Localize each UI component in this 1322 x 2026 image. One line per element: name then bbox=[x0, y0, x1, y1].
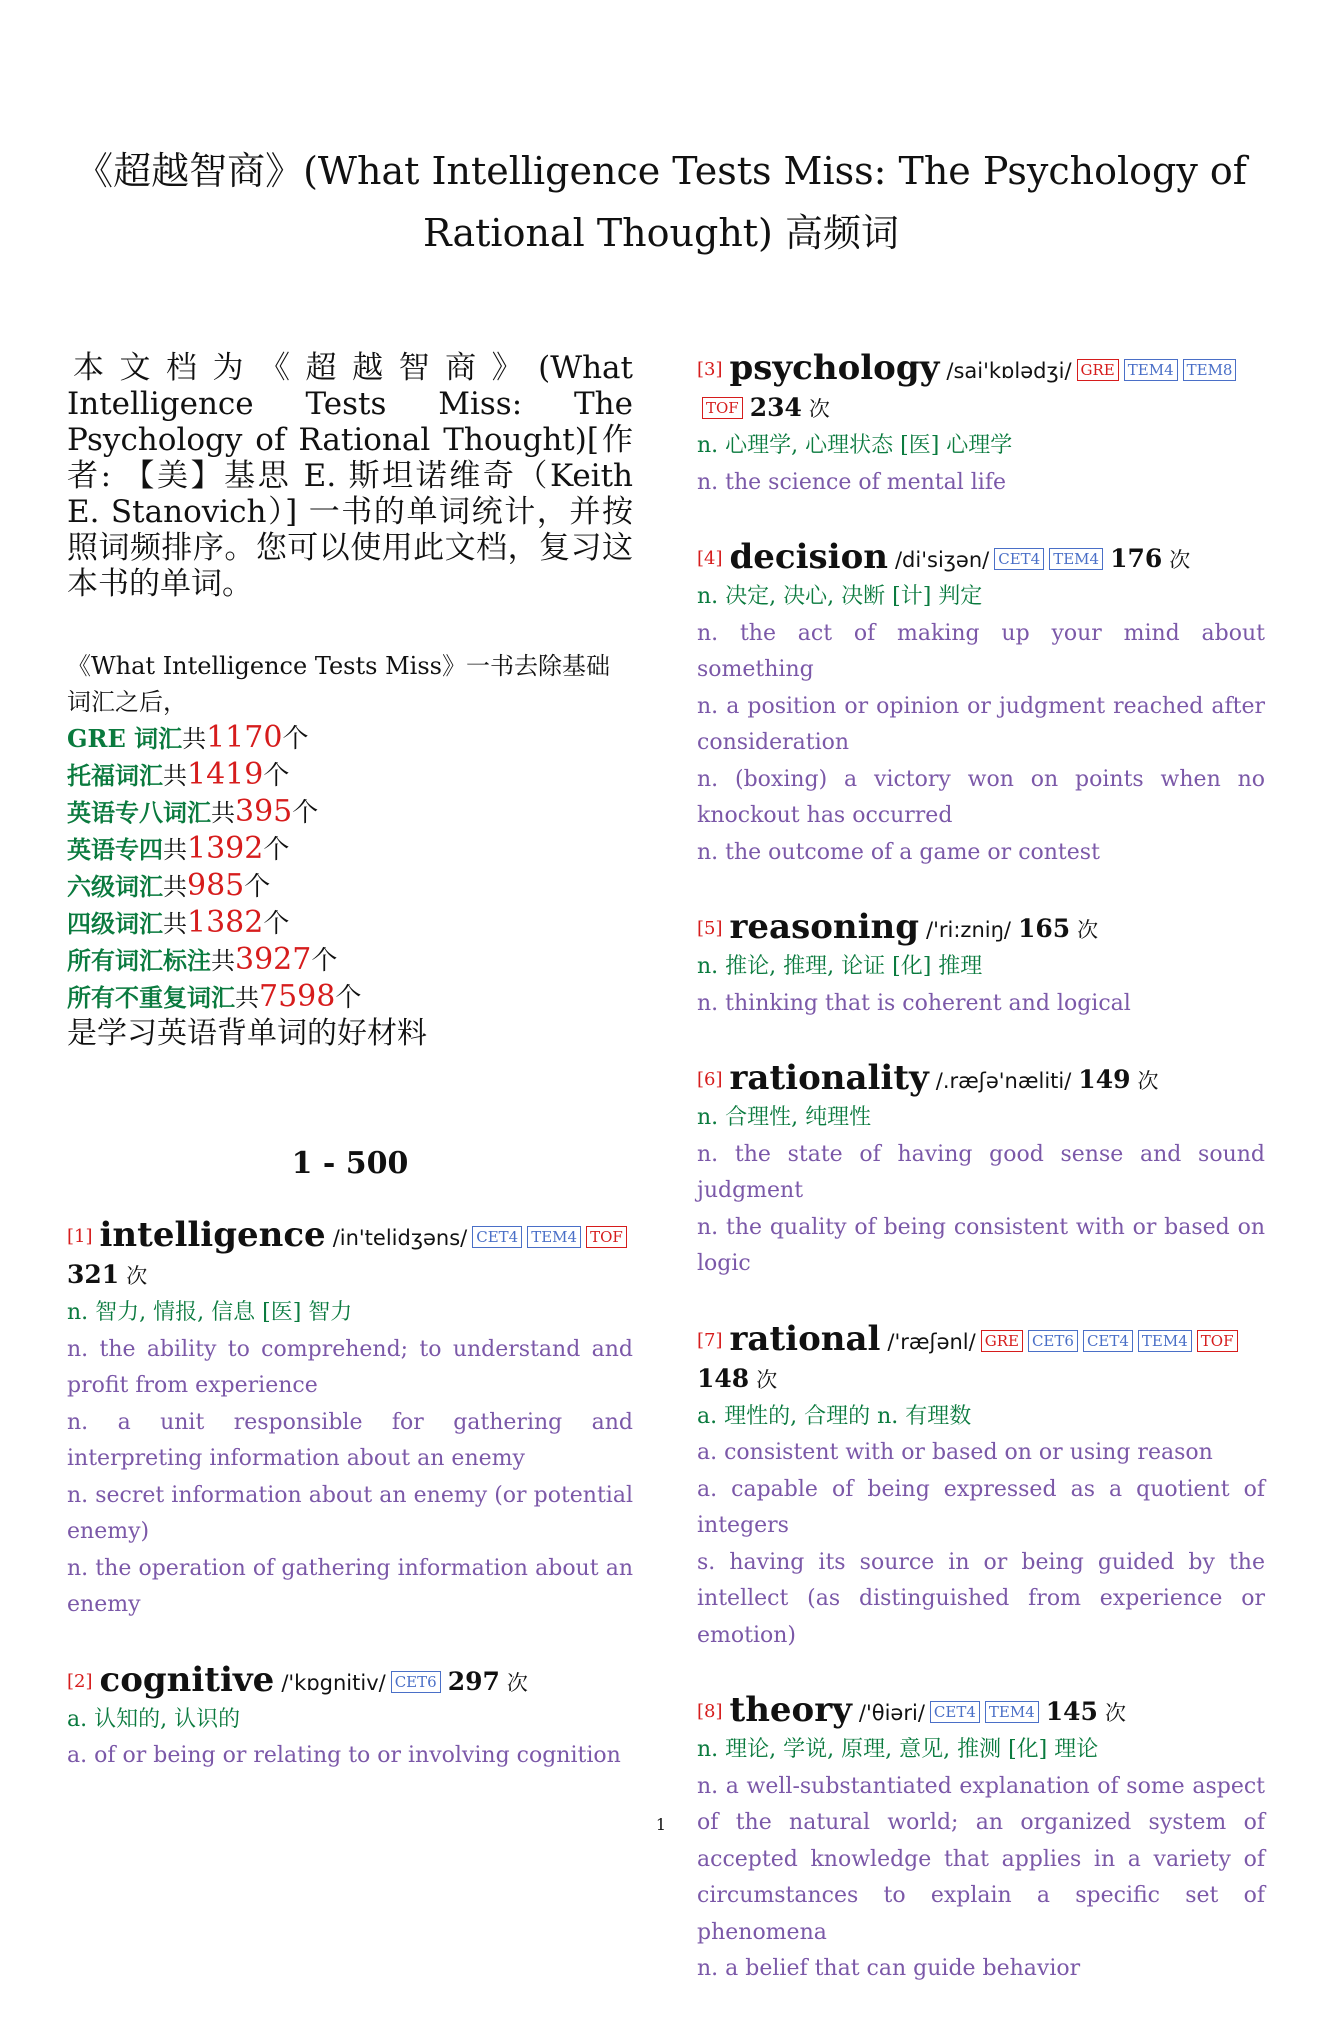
definition-chinese: n. 合理性, 纯理性 bbox=[697, 1105, 872, 1130]
definition-chinese: a. 理性的, 合理的 n. 有理数 bbox=[697, 1403, 972, 1429]
definition-english: a. capable of being expressed as a quotient of integers bbox=[697, 1476, 1265, 1538]
stat-row bbox=[67, 979, 633, 1016]
phonetic: /in'telidʒəns/ bbox=[332, 1226, 468, 1250]
stat-row bbox=[67, 757, 633, 794]
stat-label: 六级词汇 bbox=[67, 872, 163, 901]
definition-chinese: n. 智力, 情报, 信息 [医] 智力 bbox=[67, 1300, 353, 1325]
stat-row bbox=[67, 868, 633, 905]
frequency-unit: 次 bbox=[808, 397, 830, 421]
frequency-count: 176 bbox=[1110, 544, 1163, 573]
headword: rationality bbox=[729, 1058, 929, 1098]
word-entry bbox=[697, 1318, 1265, 1655]
headword: rational bbox=[729, 1318, 881, 1359]
frequency-count: 149 bbox=[1078, 1065, 1131, 1094]
stat-unit: 个 bbox=[244, 872, 271, 902]
entry-head bbox=[697, 539, 1265, 579]
stat-unit: 个 bbox=[263, 909, 290, 939]
stat-unit: 个 bbox=[335, 983, 362, 1013]
definition-chinese: a. 认知的, 认识的 bbox=[67, 1706, 241, 1732]
entry-head bbox=[67, 1659, 633, 1702]
section-title: 1 - 500 bbox=[291, 1146, 409, 1181]
stat-label: 所有不重复词汇 bbox=[67, 983, 235, 1012]
headword: cognitive bbox=[99, 1659, 275, 1700]
intro-paragraph: 本文档为《超越智商》(What Intelligence Tests Miss: The Psychology of Rational Thought)[作者: 【美】基思 E. 斯坦诺维奇（Keith E. Stanovich）] 一书的单词统计，并按照词频排序。您可以使用此文档，复习这本书的单词。 bbox=[67, 350, 633, 602]
stat-label: 四级词汇 bbox=[67, 909, 163, 938]
entry-index: [3] bbox=[697, 359, 723, 380]
exam-tag: GRE bbox=[981, 1330, 1023, 1352]
word-entry bbox=[67, 1659, 633, 1775]
frequency-unit: 次 bbox=[506, 1670, 528, 1695]
stat-label: 英语专八词汇 bbox=[67, 798, 211, 827]
stats-intro: 《What Intelligence Tests Miss》一书去除基础词汇之后， bbox=[67, 652, 610, 716]
stat-gong: 共 bbox=[211, 799, 235, 827]
exam-tag: CET4 bbox=[472, 1226, 522, 1248]
phonetic: /.ræʃə'næliti/ bbox=[935, 1069, 1072, 1093]
left-column bbox=[67, 350, 633, 1813]
entries-right bbox=[697, 350, 1265, 1988]
frequency-count: 234 bbox=[749, 393, 802, 422]
frequency-unit: 次 bbox=[1169, 548, 1191, 572]
phonetic: /'ri:zniŋ/ bbox=[926, 918, 1011, 942]
headword: reasoning bbox=[729, 907, 920, 947]
exam-tag: TOF bbox=[586, 1226, 627, 1248]
stat-unit: 个 bbox=[292, 798, 319, 828]
stat-row bbox=[67, 831, 633, 868]
exam-tag: TEM8 bbox=[1183, 359, 1237, 381]
frequency-unit: 次 bbox=[126, 1264, 148, 1288]
exam-tag: TOF bbox=[702, 397, 743, 419]
definition-english: n. a belief that can guide behavior bbox=[697, 1956, 1081, 1981]
exam-tag: CET6 bbox=[391, 1671, 441, 1693]
stat-count: 1392 bbox=[187, 831, 264, 866]
stat-unit: 个 bbox=[263, 835, 290, 865]
entry-head bbox=[697, 1318, 1265, 1399]
frequency-count: 165 bbox=[1017, 914, 1071, 943]
phonetic: /'θiəri/ bbox=[858, 1701, 925, 1725]
stat-count: 7598 bbox=[259, 979, 336, 1014]
frequency-count: 297 bbox=[447, 1666, 500, 1696]
stat-row bbox=[67, 720, 633, 757]
stat-label: 托福词汇 bbox=[67, 761, 163, 790]
stat-gong: 共 bbox=[182, 725, 207, 753]
definition-english: n. (boxing) a victory won on points when no knockout has occurred bbox=[697, 766, 1265, 828]
stat-count: 395 bbox=[235, 794, 293, 829]
word-entry bbox=[697, 1692, 1265, 1988]
entry-head bbox=[67, 1217, 633, 1295]
definition-english: n. the outcome of a game or contest bbox=[697, 839, 1100, 865]
exam-tag: CET6 bbox=[1028, 1330, 1078, 1352]
exam-tag: GRE bbox=[1077, 359, 1119, 381]
headword: theory bbox=[729, 1690, 852, 1730]
exam-tag: CET4 bbox=[994, 548, 1044, 570]
stat-count: 1170 bbox=[206, 720, 283, 755]
phonetic: /di'siʒən/ bbox=[894, 548, 990, 572]
definition-english: n. the science of mental life bbox=[697, 469, 1006, 495]
stat-row bbox=[67, 794, 633, 831]
phonetic: /'ræʃənl/ bbox=[887, 1329, 976, 1354]
headword: intelligence bbox=[99, 1215, 326, 1255]
phonetic: /sai'kɒlədʒi/ bbox=[946, 359, 1072, 383]
entry-head bbox=[697, 909, 1265, 949]
definition-english: n. a well-substantiated explanation of some aspect of the natural world; an organized system of accepted knowledge that applies in a variety of circumstances to explain a specific set of phenomena bbox=[697, 1773, 1265, 1945]
stat-gong: 共 bbox=[235, 984, 259, 1012]
frequency-unit: 次 bbox=[1077, 918, 1099, 942]
definition-chinese: n. 决定, 决心, 决断 [计] 判定 bbox=[697, 584, 983, 609]
stat-count: 1382 bbox=[187, 905, 264, 940]
stat-gong: 共 bbox=[163, 762, 187, 790]
right-column bbox=[697, 350, 1265, 2026]
entry-index: [6] bbox=[697, 1069, 723, 1090]
title-line-2: Rational Thought) 高频词 bbox=[423, 211, 899, 255]
definition-english: n. secret information about an enemy (or potential enemy) bbox=[67, 1482, 633, 1544]
stat-unit: 个 bbox=[311, 946, 338, 976]
page-number: 1 bbox=[655, 1815, 667, 1834]
stat-gong: 共 bbox=[163, 873, 187, 901]
word-entry bbox=[697, 350, 1265, 501]
frequency-count: 145 bbox=[1045, 1697, 1098, 1726]
entry-index: [8] bbox=[697, 1701, 723, 1722]
exam-tag: CET4 bbox=[1083, 1330, 1133, 1352]
entry-head bbox=[697, 350, 1265, 428]
headword: decision bbox=[729, 537, 888, 577]
definition-english: n. the operation of gathering information about an enemy bbox=[67, 1555, 633, 1617]
definition-english: n. the state of having good sense and sound judgment bbox=[697, 1141, 1265, 1203]
exam-tag: CET4 bbox=[930, 1701, 980, 1723]
definition-english: n. the quality of being consistent with or based on logic bbox=[697, 1214, 1265, 1276]
definition-english: n. thinking that is coherent and logical bbox=[697, 990, 1131, 1016]
entry-index: [7] bbox=[697, 1329, 723, 1351]
word-entry bbox=[697, 1060, 1265, 1283]
stat-count: 1419 bbox=[187, 757, 264, 792]
definition-english: n. a unit responsible for gathering and interpreting information about an enemy bbox=[67, 1409, 633, 1471]
exam-tag: TEM4 bbox=[1049, 548, 1103, 570]
entry-index: [4] bbox=[697, 548, 723, 569]
definition-english: a. consistent with or based on or using reason bbox=[697, 1440, 1213, 1465]
frequency-count: 148 bbox=[697, 1363, 750, 1393]
exam-tag: TOF bbox=[1197, 1330, 1238, 1352]
definition-english: n. a position or opinion or judgment reached after consideration bbox=[697, 693, 1265, 755]
frequency-unit: 次 bbox=[1104, 1701, 1126, 1725]
exam-tag: TEM4 bbox=[527, 1226, 581, 1248]
stat-unit: 个 bbox=[263, 761, 290, 791]
entry-index: [2] bbox=[67, 1670, 93, 1692]
entry-head bbox=[697, 1060, 1265, 1100]
definition-english: a. of or being or relating to or involving cognition bbox=[67, 1743, 621, 1768]
closing-line: 是学习英语背单词的好材料 bbox=[67, 1016, 427, 1051]
definition-chinese: n. 推论, 推理, 论证 [化] 推理 bbox=[697, 954, 983, 979]
phonetic: /'kɒgnitiv/ bbox=[281, 1670, 386, 1695]
entry-head bbox=[697, 1692, 1265, 1732]
stat-label: 所有词汇标注 bbox=[67, 946, 211, 975]
entry-index: [5] bbox=[697, 918, 723, 939]
stat-unit: 个 bbox=[282, 724, 309, 754]
document-title bbox=[60, 140, 1262, 264]
stat-gong: 共 bbox=[163, 836, 187, 864]
frequency-unit: 次 bbox=[1137, 1069, 1159, 1093]
entry-index: [1] bbox=[67, 1226, 93, 1247]
headword: psychology bbox=[729, 348, 940, 388]
definition-english: s. having its source in or being guided by the intellect (as distinguished from experience or emotion) bbox=[697, 1549, 1265, 1648]
definition-english: n. the ability to comprehend; to understand and profit from experience bbox=[67, 1336, 633, 1398]
definition-chinese: n. 心理学, 心理状态 [医] 心理学 bbox=[697, 433, 1013, 458]
stat-row bbox=[67, 942, 633, 979]
word-entry bbox=[697, 909, 1265, 1022]
exam-tag: TEM4 bbox=[1138, 1330, 1192, 1352]
stat-label: GRE 词汇 bbox=[67, 724, 183, 753]
stat-label: 英语专四 bbox=[67, 835, 163, 864]
definition-english: n. the act of making up your mind about something bbox=[697, 620, 1265, 682]
title-line-1: 《超越智商》(What Intelligence Tests Miss: The Psychology of bbox=[75, 149, 1247, 193]
stats-list bbox=[67, 720, 633, 1016]
stat-count: 3927 bbox=[235, 942, 312, 977]
word-entry bbox=[67, 1217, 633, 1624]
stat-count: 985 bbox=[187, 868, 245, 903]
exam-tag: TEM4 bbox=[985, 1701, 1039, 1723]
stat-row bbox=[67, 905, 633, 942]
word-entry bbox=[697, 539, 1265, 871]
stat-gong: 共 bbox=[211, 947, 235, 975]
stat-gong: 共 bbox=[163, 910, 187, 938]
frequency-count: 321 bbox=[67, 1260, 120, 1289]
definition-chinese: n. 理论, 学说, 原理, 意见, 推测 [化] 理论 bbox=[697, 1737, 1099, 1762]
frequency-unit: 次 bbox=[756, 1367, 778, 1392]
entries-left bbox=[67, 1217, 633, 1775]
exam-tag: TEM4 bbox=[1124, 359, 1178, 381]
